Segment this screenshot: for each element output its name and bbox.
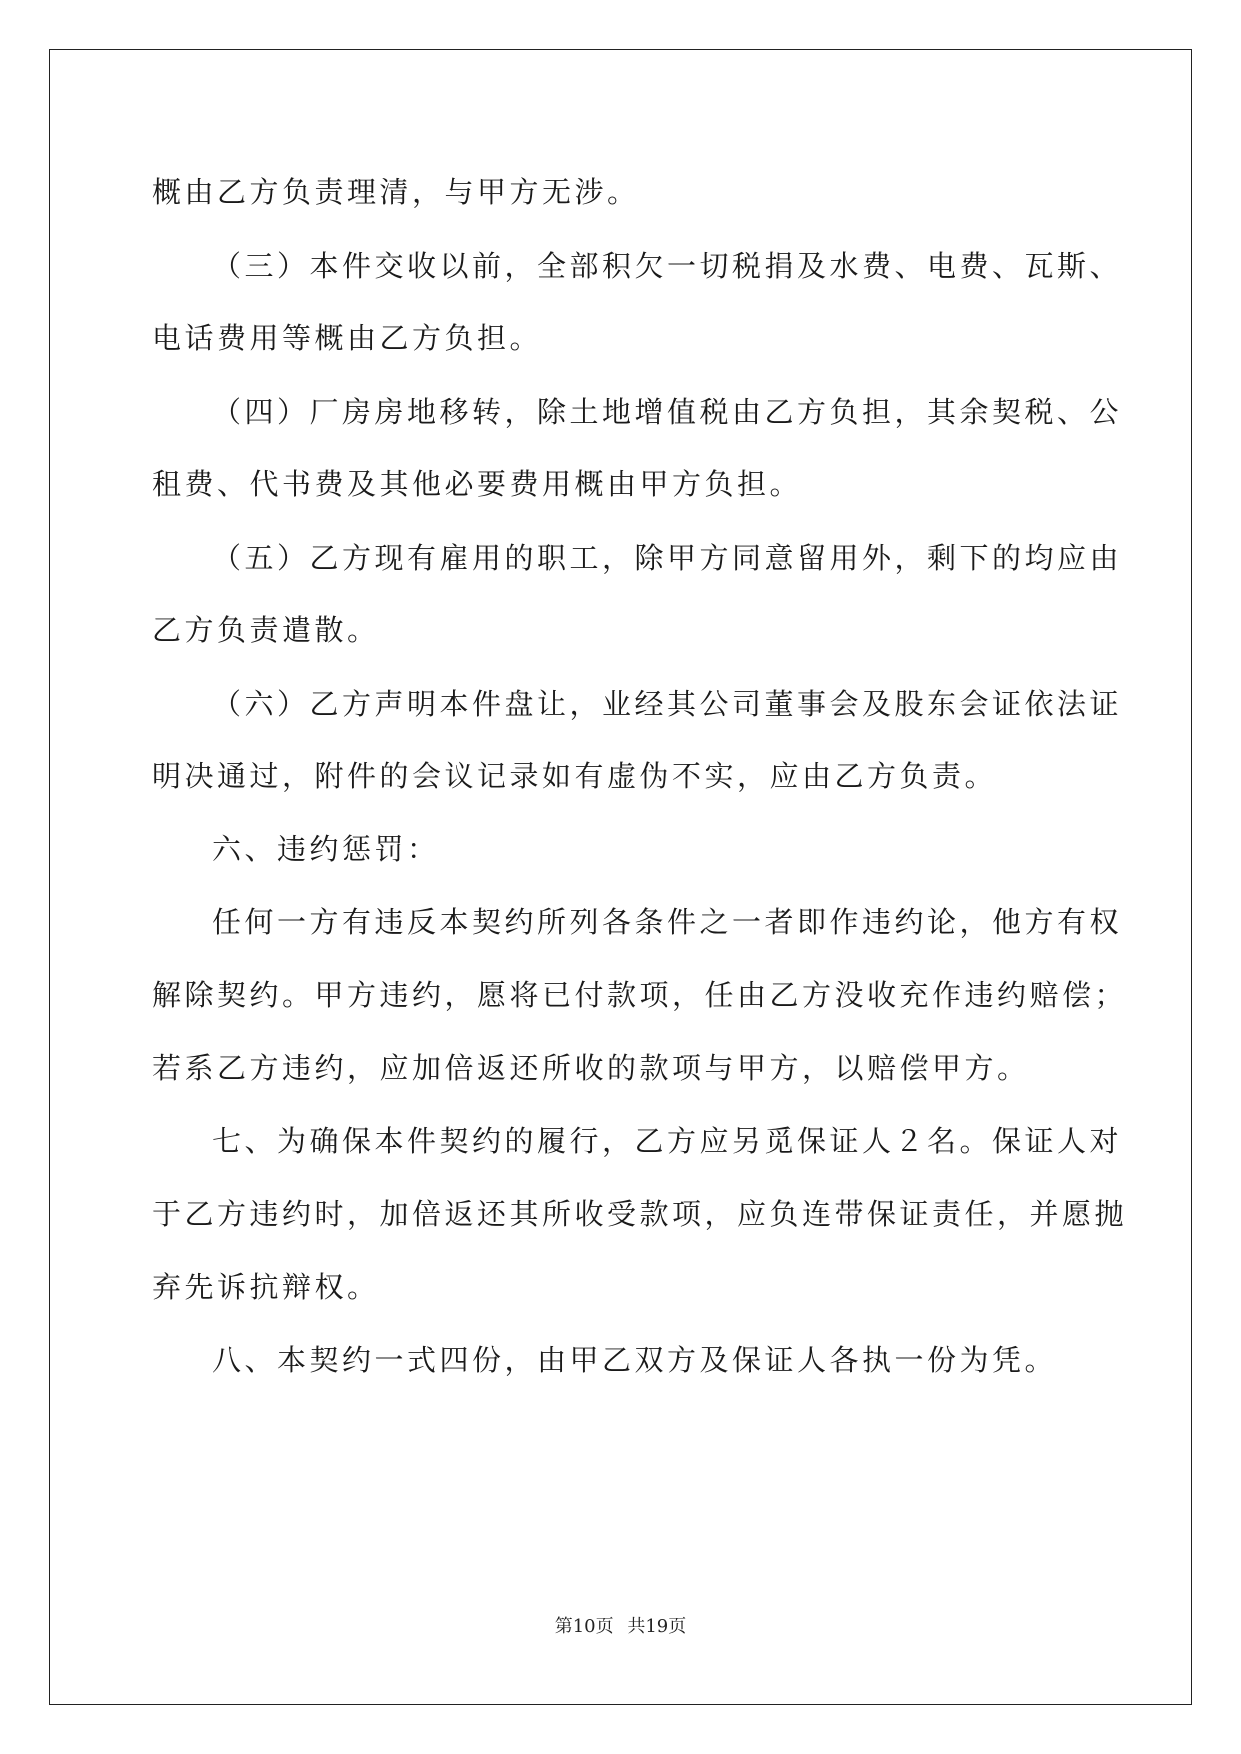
text-line: 租费、代书费及其他必要费用概由甲方负担。	[152, 467, 803, 501]
total-pages-label: 共19页	[627, 1616, 687, 1637]
text-line: 任何一方有违反本契约所列各条件之一者即作违约论，他方有权	[212, 905, 1123, 939]
text-line: 明决通过，附件的会议记录如有虚伪不实，应由乙方负责。	[152, 759, 998, 793]
text-line: 于乙方违约时，加倍返还其所收受款项，应负连带保证责任，并愿抛	[152, 1197, 1128, 1231]
text-line: 电话费用等概由乙方负担。	[152, 321, 543, 355]
text-line: （三）本件交收以前，全部积欠一切税捐及水费、电费、瓦斯、	[212, 249, 1123, 283]
text-line: 概由乙方负责理清，与甲方无涉。	[152, 175, 640, 209]
text-line: 弃先诉抗辩权。	[152, 1270, 380, 1304]
text-line: （五）乙方现有雇用的职工，除甲方同意留用外，剩下的均应由	[212, 541, 1123, 575]
text-line: 八、本契约一式四份，由甲乙双方及保证人各执一份为凭。	[212, 1343, 1058, 1377]
text-line: （六）乙方声明本件盘让，业经其公司董事会及股东会证依法证	[212, 687, 1123, 721]
text-line: （四）厂房房地移转，除土地增值税由乙方负担，其余契税、公	[212, 395, 1123, 429]
text-line: 若系乙方违约，应加倍返还所收的款项与甲方，以赔偿甲方。	[152, 1051, 1030, 1085]
text-line: 解除契约。甲方违约，愿将已付款项，任由乙方没收充作违约赔偿；	[152, 978, 1128, 1012]
text-line: 乙方负责遣散。	[152, 613, 380, 647]
text-line: 七、为确保本件契约的履行，乙方应另觅保证人２名。保证人对	[212, 1124, 1123, 1158]
section-heading: 六、违约惩罚：	[212, 832, 440, 866]
page-footer	[0, 1612, 1241, 1638]
page-border	[49, 49, 1192, 1705]
current-page-label: 第10页	[554, 1616, 614, 1637]
